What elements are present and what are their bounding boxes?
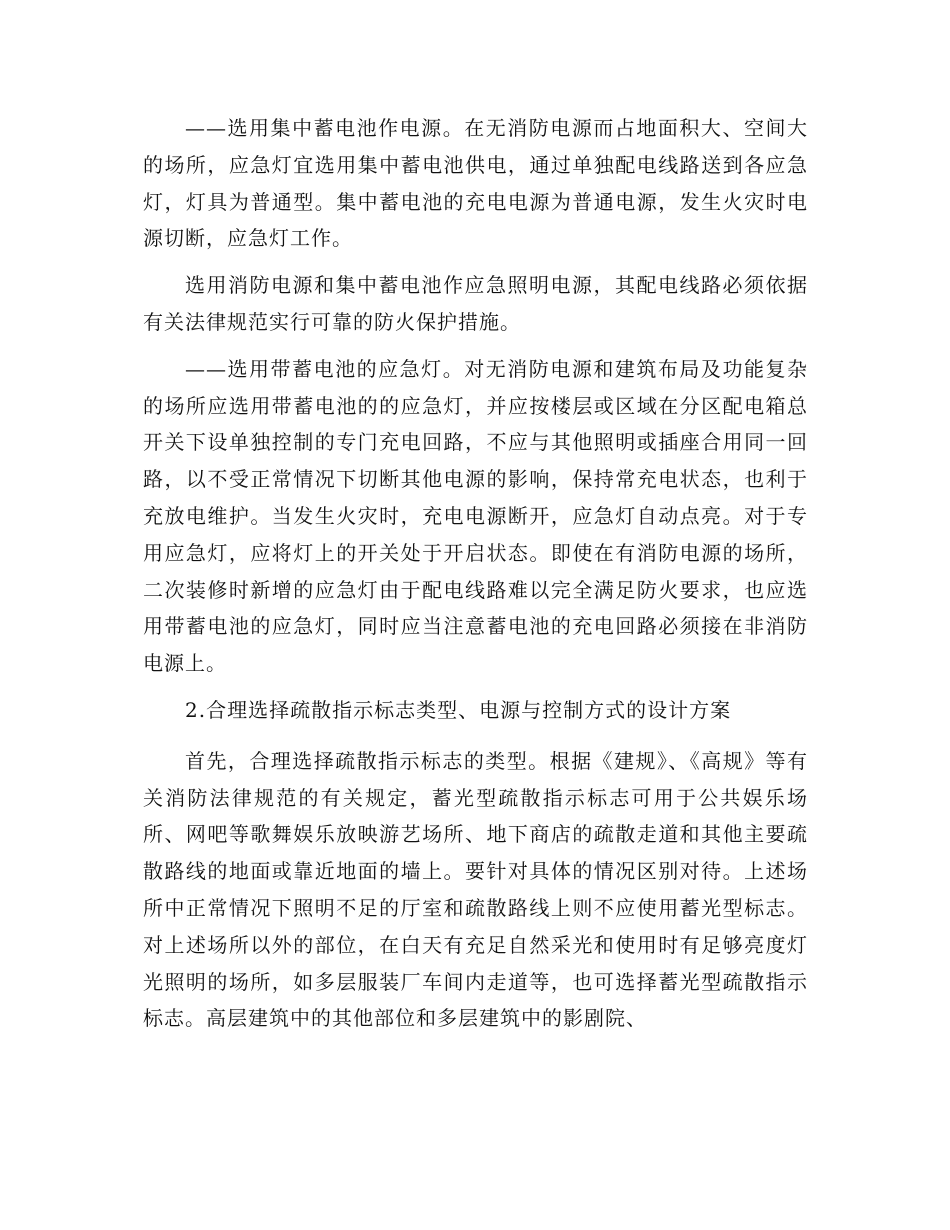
document-body [143,110,808,1047]
paragraph-sign-type-selection: 首先，合理选择疏散指示标志的类型。根据《建规》、《高规》等有关消防法律规范的有关规定，蓄光型疏散指示标志可用于公共娱乐场所、网吧等歌舞娱乐放映游艺场所、地下商店的疏散走道和其他主要疏散路线的地面或靠近地面的墙上。要针对具体的情况区别对待。上述场所中正常情况下照明不足的厅室和疏散路线上则不应使用蓄光型标志。对上述场所以外的部位，在白天有充足自然采光和使用时有足够亮度灯光照明的场所，如多层服装厂车间内走道等，也可选择蓄光型疏散指示标志。高层建筑中的其他部位和多层建筑中的影剧院、 [143,748,808,1031]
section-heading-evacuation-signs: 2.合理选择疏散指示标志类型、电源与控制方式的设计方案 [185,697,732,722]
paragraph-battery-emergency-light: ——选用带蓄电池的应急灯。对无消防电源和建筑布局及功能复杂的场所应选用带蓄电池的的应急灯，并应按楼层或区域在分区配电箱总开关下设单独控制的专门充电回路，不应与其他照明或插座合用同一回路，以不受正常情况下切断其他电源的影响，保持常充电状态，也利于充放电维护。当发生火灾时，充电电源断开，应急灯自动点亮。对于专用应急灯，应将灯上的开关处于开启状态。即使在有消防电源的场所，二次装修时新增的应急灯由于配电线路难以完全满足防火要求，也应选用带蓄电池的应急灯，同时应当注意蓄电池的充电回路必须接在非消防电源上。 [143,356,808,676]
paragraph-fire-power-wiring: 选用消防电源和集中蓄电池作应急照明电源，其配电线路必须依据有关法律规范实行可靠的防火保护措施。 [143,273,808,334]
paragraph-centralized-battery: ——选用集中蓄电池作电源。在无消防电源而占地面积大、空间大的场所，应急灯宜选用集中蓄电池供电，通过单独配电线路送到各应急灯，灯具为普通型。集中蓄电池的充电电源为普通电源，发生火灾时电源切断，应急灯工作。 [143,116,808,251]
